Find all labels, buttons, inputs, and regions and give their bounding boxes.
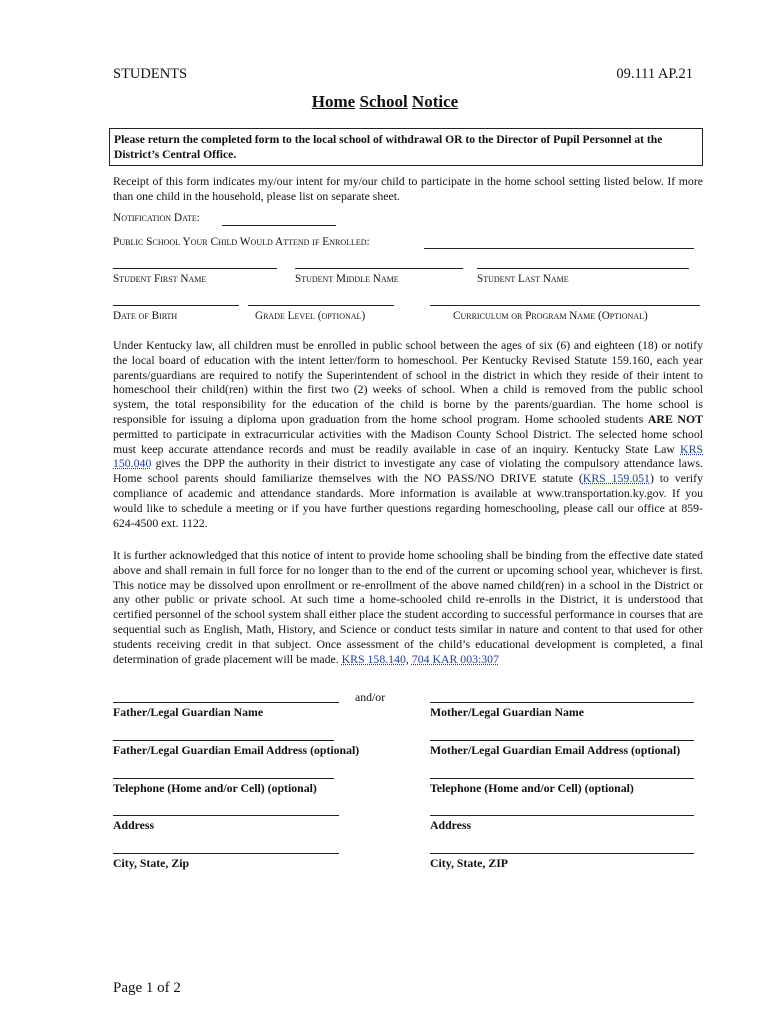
ack-text-a: It is further acknowledged that this notice of intent to provide home schooling shall be binding from the effective date stated above and shall remain in full force for no longer than to the end of the current or upcoming school year, whichever is first. This notice may be dissolved upon enrollment or re-enrollment of the above named child(ren) in a school in the District or any other public or private school. At such time a home-schooled child re-enrolls in the District, it is understood that certified personnel of the school system shall either place the student according to successful performance in courses that are sequential such as English, Math, History, and Science or conduct tests similar in nature and content to that used for other students receiving credit in that subject. Once assessment of the child’s educational development is completed, a final determination of grade placement will be made. [113, 548, 703, 666]
and-or-label: and/or [355, 690, 386, 704]
father-name-label: Father/Legal Guardian Name [113, 705, 264, 719]
father-address-field[interactable] [113, 815, 339, 816]
student-last-name-label: Student Last Name [477, 273, 569, 285]
title-word-3: Notice [411, 92, 459, 111]
header-right: 09.111 AP.21 [616, 66, 693, 82]
krs-158-140-link[interactable]: KRS 158.140 [341, 651, 406, 666]
notification-date-label: Notification Date: [113, 212, 200, 224]
father-email-label: Father/Legal Guardian Email Address (optional) [113, 743, 360, 757]
student-first-name-field[interactable] [113, 268, 277, 269]
ack-sep: , [405, 651, 412, 666]
mother-email-label: Mother/Legal Guardian Email Address (optional) [430, 743, 681, 757]
dob-label: Date of Birth [113, 310, 178, 322]
page-number: Page 1 of 2 [113, 980, 181, 996]
father-city-label: City, State, Zip [113, 856, 190, 870]
mother-city-label: City, State, ZIP [430, 856, 508, 870]
father-address-label: Address [113, 818, 155, 832]
student-first-name-label: Student First Name [113, 273, 207, 285]
intro-paragraph: Receipt of this form indicates my/our intent for my/our child to participate in the home school setting listed below. If more than one child in the household, please list on separate sheet. [113, 174, 703, 203]
law-text-c: permitted to participate in extracurricular activities with the Madison County School District. The selected home school must keep accurate attendance records and must be readily available in case of an inquiry. Kentucky State Law [113, 426, 703, 456]
mother-phone-label: Telephone (Home and/or Cell) (optional) [430, 781, 634, 795]
mother-city-field[interactable] [430, 853, 694, 854]
mother-address-label: Address [430, 818, 472, 832]
father-city-field[interactable] [113, 853, 339, 854]
page-title [0, 92, 770, 112]
mother-email-field[interactable] [430, 740, 694, 741]
mother-name-field[interactable] [430, 702, 694, 703]
krs-159-051-link[interactable]: KRS 159.051 [582, 471, 650, 486]
dob-field[interactable] [113, 305, 239, 306]
student-last-name-field[interactable] [477, 268, 689, 269]
mother-phone-field[interactable] [430, 778, 694, 779]
title-word-1: Home [311, 92, 356, 111]
student-middle-name-field[interactable] [295, 268, 463, 269]
father-phone-field[interactable] [113, 778, 334, 779]
father-email-field[interactable] [113, 740, 334, 741]
mother-name-label: Mother/Legal Guardian Name [430, 705, 584, 719]
title-word-2: School [359, 92, 408, 111]
mother-address-field[interactable] [430, 815, 694, 816]
header-left: STUDENTS [113, 66, 188, 82]
curriculum-field[interactable] [430, 305, 700, 306]
return-notice-box: Please return the completed form to the local school of withdrawal OR to the Director of Pupil Personnel at the District’s Central Office. [109, 128, 703, 166]
school-label: Public School Your Child Would Attend if Enrolled: [113, 236, 370, 248]
704-kar-003-307-link[interactable]: 704 KAR 003:307 [411, 651, 499, 666]
law-paragraph [113, 338, 703, 530]
father-phone-label: Telephone (Home and/or Cell) (optional) [113, 781, 317, 795]
law-text-d: gives the DPP the authority in their district to investigate any case of violating the compulsory attendance laws. Home school parents should familiarize themselves with the NO PASS/NO DRIVE statute ( [113, 456, 703, 486]
school-field[interactable] [424, 248, 694, 249]
grade-level-field[interactable] [248, 305, 394, 306]
student-middle-name-label: Student Middle Name [295, 273, 399, 285]
krs-150-040-link[interactable]: KRS 150.040 [113, 441, 703, 471]
grade-level-label: Grade Level (optional) [255, 310, 366, 322]
father-name-field[interactable] [113, 702, 339, 703]
acknowledgement-paragraph [113, 548, 703, 666]
curriculum-label: Curriculum or Program Name (Optional) [453, 310, 648, 322]
notification-date-field[interactable] [222, 225, 336, 226]
are-not-emphasis: ARE NOT [647, 411, 704, 426]
law-text-a: Under Kentucky law, all children must be enrolled in public school between the ages of six (6) and eighteen (18) or notify the local board of education with the intent letter/form to homeschool. Per Kentucky Revised Statute 159.160, each year parents/guardians are required to notify the Superintendent of school in the district in which they reside of their intent to homeschool their child(ren) within the first two (2) weeks of school. When a child is removed from the public school system, the total responsibility for the education of the child is borne by the parents/guardian. The home school is responsible for issuing a diploma upon graduation from the home school program. Home schooled students [113, 338, 703, 426]
law-text-e: ) to verify compliance of academic and attendance standards. More information is available at www.transportation.ky.gov. If you would like to schedule a meeting or if you have further questions regarding homeschooling, please call our office at 859-624-4500 ext. 1122. [113, 471, 703, 530]
